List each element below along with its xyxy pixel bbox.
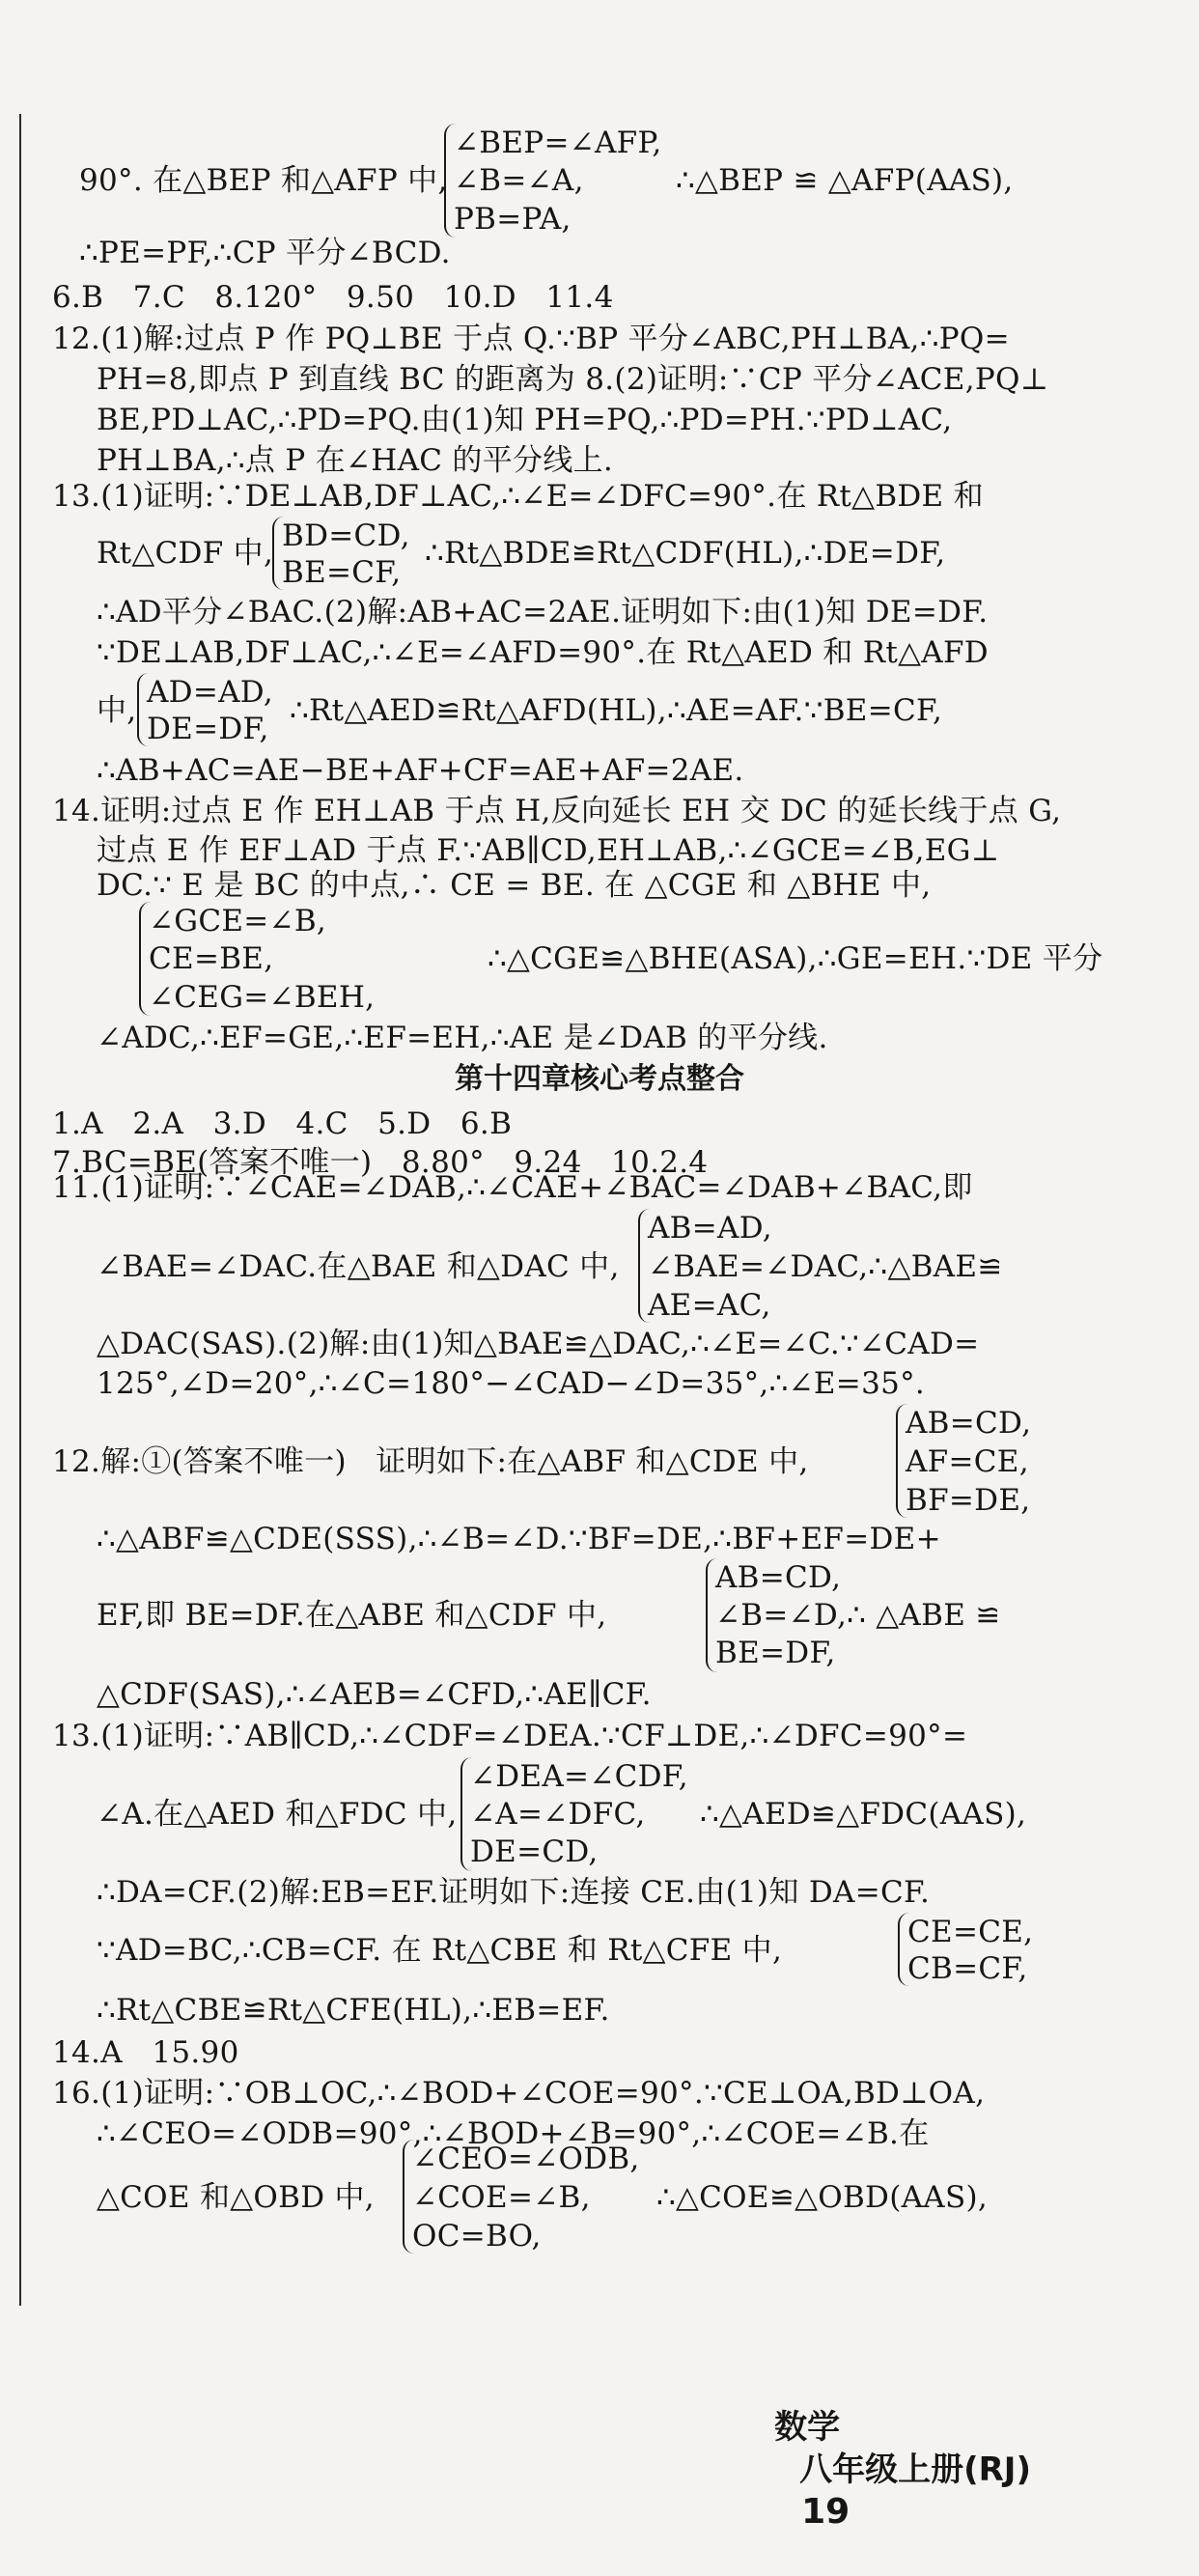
text-line: 90°. 在△BEP 和△AFP 中,	[79, 163, 448, 198]
footer-grade: 八年级上册(RJ)	[799, 2450, 1031, 2489]
text-line: ∵AD=BC,∴CB=CF. 在 Rt△CBE 和 Rt△CFE 中,	[97, 1933, 783, 1968]
chapter-heading: 第十四章核心考点整合	[455, 1062, 744, 1096]
text-line: ∴Rt△BDE≌Rt△CDF(HL),∴DE=DF,	[425, 536, 946, 571]
text-line: ∴△CGE≌△BHE(ASA),∴GE=EH.∵DE 平分	[488, 941, 1103, 976]
text-line: 中,	[97, 693, 137, 728]
footer-subject: 数学	[774, 2408, 841, 2447]
text-line: ∴Rt△AED≌Rt△AFD(HL),∴AE=AF.∵BE=CF,	[290, 693, 943, 728]
text-line: ∵DE⊥AB,DF⊥AC,∴∠E=∠AFD=90°.在 Rt△AED 和 Rt△AFD	[97, 635, 989, 670]
answer-row: 6.B 7.C 8.120° 9.50 10.D 11.4	[52, 280, 614, 315]
text-line: ∴△BEP ≌ △AFP(AAS),	[676, 163, 1014, 198]
text-line: ∴DA=CF.(2)解:EB=EF.证明如下:连接 CE.由(1)知 DA=CF.	[97, 1875, 931, 1910]
text-line: PB=PA,	[454, 202, 572, 237]
text-line: ∠CEG=∠BEH,	[149, 980, 376, 1015]
text-line: 125°,∠D=20°,∴∠C=180°−∠CAD−∠D=35°,∴∠E=35°.	[97, 1366, 926, 1401]
text-line: BE=DF,	[715, 1636, 836, 1670]
text-line: BE=CF,	[282, 555, 402, 590]
text-line: ∴△COE≌△OBD(AAS),	[656, 2180, 989, 2215]
text-line: CE=CE,	[907, 1915, 1034, 1949]
text-line: ∴AD平分∠BAC.(2)解:AB+AC=2AE.证明如下:由(1)知 DE=DF.	[97, 595, 989, 630]
text-line: 13.(1)证明:∵AB∥CD,∴∠CDF=∠DEA.∵CF⊥DE,∴∠DFC=90°=	[52, 1719, 968, 1753]
text-line: BF=DE,	[906, 1483, 1031, 1518]
text-line: ∠BAE=∠DAC.在△BAE 和△DAC 中,	[97, 1249, 620, 1284]
text-line: AB=CD,	[906, 1406, 1032, 1441]
margin-rule	[19, 114, 21, 2306]
text-line: 12.解:①(答案不唯一) 证明如下:在△ABF 和△CDE 中,	[52, 1444, 809, 1479]
text-line: AD=AD,	[147, 675, 274, 710]
answer-row: 14.A 15.90	[52, 2035, 239, 2070]
answer-row: 7.BC=BE(答案不唯一) 8.80° 9.24 10.2.4	[52, 1145, 709, 1180]
text-line: ∴Rt△CBE≌Rt△CFE(HL),∴EB=EF.	[97, 1993, 610, 2028]
text-line: AF=CE,	[906, 1444, 1029, 1479]
text-line: ∠CEO=∠ODB,	[412, 2142, 640, 2176]
text-line: EF,即 BE=DF.在△ABE 和△CDF 中,	[97, 1598, 607, 1633]
text-line: △DAC(SAS).(2)解:由(1)知△BAE≌△DAC,∴∠E=∠C.∵∠CAD=	[97, 1327, 980, 1361]
text-line: PH=8,即点 P 到直线 BC 的距离为 8.(2)证明:∵CP 平分∠ACE,PQ⊥	[97, 362, 1049, 397]
text-line: 14.证明:过点 E 作 EH⊥AB 于点 H,反向延长 EH 交 DC 的延长线于点 G,	[52, 794, 1062, 828]
text-line: DE=DF,	[147, 712, 269, 746]
text-line: ∠DEA=∠CDF,	[470, 1759, 688, 1794]
text-line: ∠GCE=∠B,	[149, 904, 327, 938]
text-line: BE,PD⊥AC,∴PD=PQ.由(1)知 PH=PQ,∴PD=PH.∵PD⊥AC,	[97, 403, 953, 437]
text-line: ∠A=∠DFC,	[470, 1797, 646, 1832]
text-line: 13.(1)证明:∵DE⊥AB,DF⊥AC,∴∠E=∠DFC=90°.在 Rt△BDE 和	[52, 479, 984, 514]
text-line: ∠BAE=∠DAC,∴△BAE≌	[648, 1249, 1003, 1284]
text-line: ∠ADC,∴EF=GE,∴EF=EH,∴AE 是∠DAB 的平分线.	[97, 1021, 828, 1055]
text-line: 16.(1)证明:∵OB⊥OC,∴∠BOD+∠COE=90°.∵CE⊥OA,BD⊥OA,	[52, 2076, 986, 2111]
text-line: ∴PE=PF,∴CP 平分∠BCD.	[79, 236, 451, 270]
text-line: ∠B=∠D,∴ △ABE ≌	[715, 1598, 1001, 1633]
text-line: DC.∵ E 是 BC 的中点,∴ CE = BE. 在 △CGE 和 △BHE 中,	[97, 868, 932, 903]
page-number: 19	[801, 2492, 850, 2532]
text-line: ∠B=∠A,	[454, 163, 584, 198]
text-line: BD=CD,	[282, 518, 410, 553]
text-line: AB=CD,	[715, 1560, 842, 1595]
text-line: △COE 和△OBD 中,	[97, 2180, 375, 2215]
text-line: 11.(1)证明:∵∠CAE=∠DAB,∴∠CAE+∠BAC=∠DAB+∠BAC,即	[52, 1170, 973, 1205]
text-line: Rt△CDF 中,	[97, 536, 274, 571]
text-line: ∠COE=∠B,	[412, 2180, 591, 2215]
text-line: ∴△AED≌△FDC(AAS),	[700, 1797, 1027, 1832]
text-line: △CDF(SAS),∴∠AEB=∠CFD,∴AE∥CF.	[97, 1677, 652, 1712]
text-line: ∠BEP=∠AFP,	[454, 126, 662, 160]
text-line: 过点 E 作 EF⊥AD 于点 F.∵AB∥CD,EH⊥AB,∴∠GCE=∠B,EG⊥	[97, 833, 1000, 868]
text-line: OC=BO,	[412, 2219, 542, 2254]
text-line: PH⊥BA,∴点 P 在∠HAC 的平分线上.	[97, 443, 614, 478]
text-line: DE=CD,	[470, 1834, 599, 1869]
page-footer	[729, 2364, 1031, 2576]
text-line: 12.(1)解:过点 P 作 PQ⊥BE 于点 Q.∵BP 平分∠ABC,PH⊥BA,∴PQ=	[52, 322, 1010, 356]
text-line: ∴∠CEO=∠ODB=90°,∴∠BOD+∠B=90°,∴∠COE=∠B.在	[97, 2116, 930, 2151]
text-line: AB=AD,	[648, 1211, 772, 1246]
text-line: ∠A.在△AED 和△FDC 中,	[97, 1797, 458, 1832]
answer-row: 1.A 2.A 3.D 4.C 5.D 6.B	[52, 1106, 513, 1141]
text-line: ∴AB+AC=AE−BE+AF+CF=AE+AF=2AE.	[97, 753, 744, 788]
text-line: CE=BE,	[149, 941, 274, 976]
text-line: AE=AC,	[648, 1288, 771, 1323]
text-line: CB=CF,	[907, 1951, 1028, 1986]
text-line: ∴△ABF≌△CDE(SSS),∴∠B=∠D.∵BF=DE,∴BF+EF=DE+	[97, 1522, 941, 1556]
